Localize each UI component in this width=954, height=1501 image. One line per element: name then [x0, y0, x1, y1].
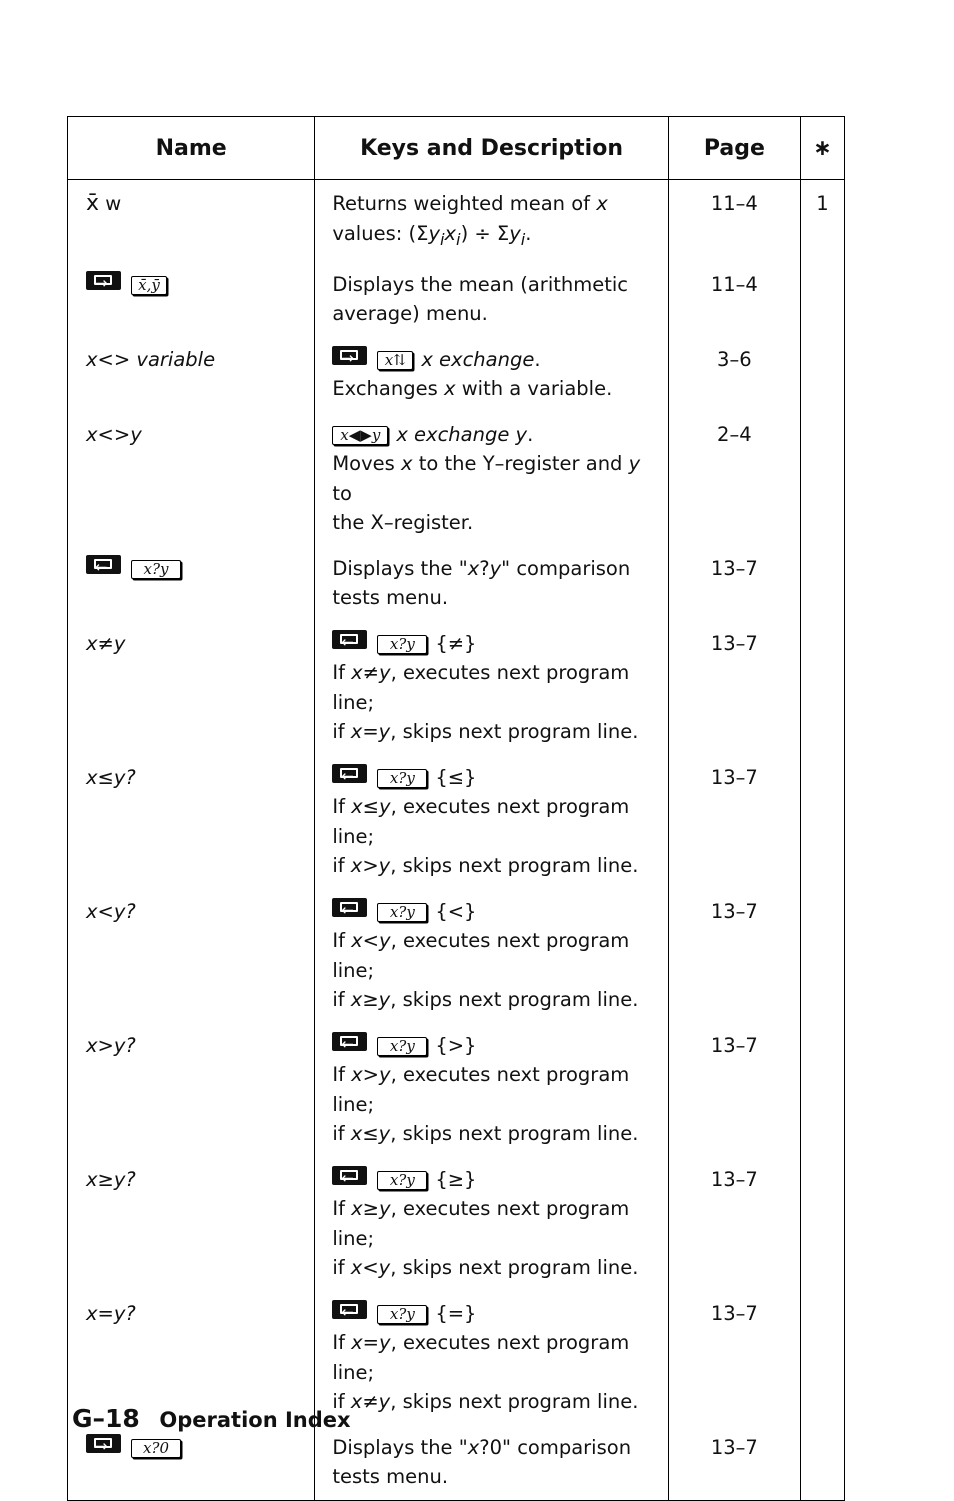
cell-note: [800, 763, 844, 897]
cell-page-text: 13–7: [710, 765, 758, 789]
cell-note-text: 1: [816, 192, 829, 215]
table-row: [68, 420, 845, 554]
cell-page: [668, 897, 800, 1031]
x-exchange-key-icon: x⇅: [377, 351, 413, 370]
cell-page: [668, 1299, 800, 1433]
footer-title: Operation Index: [159, 1408, 351, 1432]
left-shift-key-icon: [332, 1032, 367, 1051]
cell-page: [668, 629, 800, 763]
cell-note: [800, 1031, 844, 1165]
cell-page-text: 13–7: [710, 1033, 758, 1057]
header-keys-description: Keys and Description: [315, 117, 668, 180]
x-compare-y-key-icon: x?y: [377, 635, 427, 654]
cell-name: x̄ w: [68, 180, 315, 270]
table-row: [68, 897, 845, 1031]
cell-description: Returns weighted mean of x values: $(\Sigma y_ix_i) \div \Sigma y_i$.: [315, 180, 668, 270]
cell-description: ← x?y {>} If x>y, executes next program line; if x≤y, skips next program line.: [315, 1031, 668, 1165]
right-shift-key-icon: [86, 271, 121, 290]
cell-name: x<> variable: [68, 345, 315, 420]
footer-page-number: G–18: [72, 1404, 140, 1433]
cell-page-text: 11–4: [710, 192, 758, 215]
table-row: [68, 763, 845, 897]
cell-name: x=y?: [68, 1299, 315, 1433]
cell-name: x≥y?: [68, 1165, 315, 1299]
operation-index-table: [67, 116, 845, 1501]
table-row: [68, 270, 845, 345]
cell-description: Displays the "x?0" comparison tests menu.: [315, 1433, 668, 1501]
cell-description: ← x?y {≥} If x≥y, executes next program line; if x<y, skips next program line.: [315, 1165, 668, 1299]
left-shift-key-icon: [86, 555, 121, 574]
cell-note: [800, 180, 844, 270]
cell-note: [800, 1165, 844, 1299]
cell-description: → x⇅ x exchange. Exchanges x with a variable.: [315, 345, 668, 420]
cell-description: Displays the mean (arithmetic average) menu.: [315, 270, 668, 345]
table-row: [68, 1165, 845, 1299]
cell-page: [668, 345, 800, 420]
cell-page-text: 13–7: [710, 556, 758, 580]
cell-description: Displays the "x?y" comparison tests menu.: [315, 554, 668, 629]
cell-note: [800, 270, 844, 345]
x-compare-y-key-icon: x?y: [377, 1037, 427, 1056]
cell-page: [668, 763, 800, 897]
cell-note: [800, 897, 844, 1031]
cell-page: [668, 270, 800, 345]
x-compare-y-key-icon: x?y: [377, 769, 427, 788]
table-row: [68, 180, 845, 270]
table-row: [68, 554, 845, 629]
cell-page: [668, 1031, 800, 1165]
cell-name: x≤y?: [68, 763, 315, 897]
cell-note: [800, 345, 844, 420]
cell-page-text: 2–4: [717, 422, 752, 446]
x-exchange-y-key-icon: x◀▶y: [332, 426, 388, 445]
cell-page-text: 13–7: [710, 1435, 758, 1459]
page-footer: [72, 1404, 351, 1433]
cell-note: [800, 1433, 844, 1501]
x-compare-y-key-icon: x?y: [377, 1171, 427, 1190]
cell-page: [668, 1165, 800, 1299]
cell-description: ← x?y {≠} If x≠y, executes next program line; if x=y, skips next program line.: [315, 629, 668, 763]
cell-page: [668, 180, 800, 270]
cell-page-text: 13–7: [710, 1301, 758, 1325]
cell-name: [68, 1433, 315, 1501]
cell-note: [800, 1299, 844, 1433]
cell-description: ← x?y {<} If x<y, executes next program line; if x≥y, skips next program line.: [315, 897, 668, 1031]
cell-page-text: 13–7: [710, 899, 758, 923]
cell-page: [668, 554, 800, 629]
header-page: Page: [668, 117, 800, 180]
cell-page-text: 11–4: [710, 272, 758, 296]
table-row: [68, 345, 845, 420]
cell-note: [800, 420, 844, 554]
table-header-row: [68, 117, 845, 180]
table-row: [68, 1031, 845, 1165]
cell-page-text: 13–7: [710, 1167, 758, 1191]
cell-name: x>y?: [68, 1031, 315, 1165]
mean-key-icon: x̄,ȳ: [131, 276, 167, 295]
left-shift-key-icon: [332, 1300, 367, 1319]
left-shift-key-icon: [332, 764, 367, 783]
cell-page-text: 3–6: [717, 347, 752, 371]
x-compare-y-key-icon: x?y: [377, 1305, 427, 1324]
cell-description: ← x?y {≤} If x≤y, executes next program line; if x>y, skips next program line.: [315, 763, 668, 897]
cell-name: [68, 554, 315, 629]
x-compare-y-key-icon: x?y: [377, 903, 427, 922]
left-shift-key-icon: [332, 1166, 367, 1185]
cell-name: [68, 270, 315, 345]
cell-name: x<y?: [68, 897, 315, 1031]
right-shift-key-icon: [86, 1434, 121, 1453]
x-compare-y-key-icon: x?y: [131, 560, 181, 579]
header-note: ∗: [800, 117, 844, 180]
left-shift-key-icon: [332, 898, 367, 917]
cell-description: ← x?y {=} If x=y, executes next program line; if x≠y, skips next program line.: [315, 1299, 668, 1433]
cell-name: x<>y: [68, 420, 315, 554]
cell-note: [800, 554, 844, 629]
x-compare-0-key-icon: x?0: [131, 1439, 181, 1458]
cell-name: x≠y: [68, 629, 315, 763]
left-shift-key-icon: [332, 630, 367, 649]
right-shift-key-icon: [332, 346, 367, 365]
header-name: Name: [68, 117, 315, 180]
table-row: [68, 1433, 845, 1501]
cell-description: x◀▶y x exchange y. Moves x to the Y–register and y to the X–register.: [315, 420, 668, 554]
cell-page: [668, 1433, 800, 1501]
cell-page: [668, 420, 800, 554]
cell-note: [800, 629, 844, 763]
cell-page-text: 13–7: [710, 631, 758, 655]
table-row: [68, 629, 845, 763]
